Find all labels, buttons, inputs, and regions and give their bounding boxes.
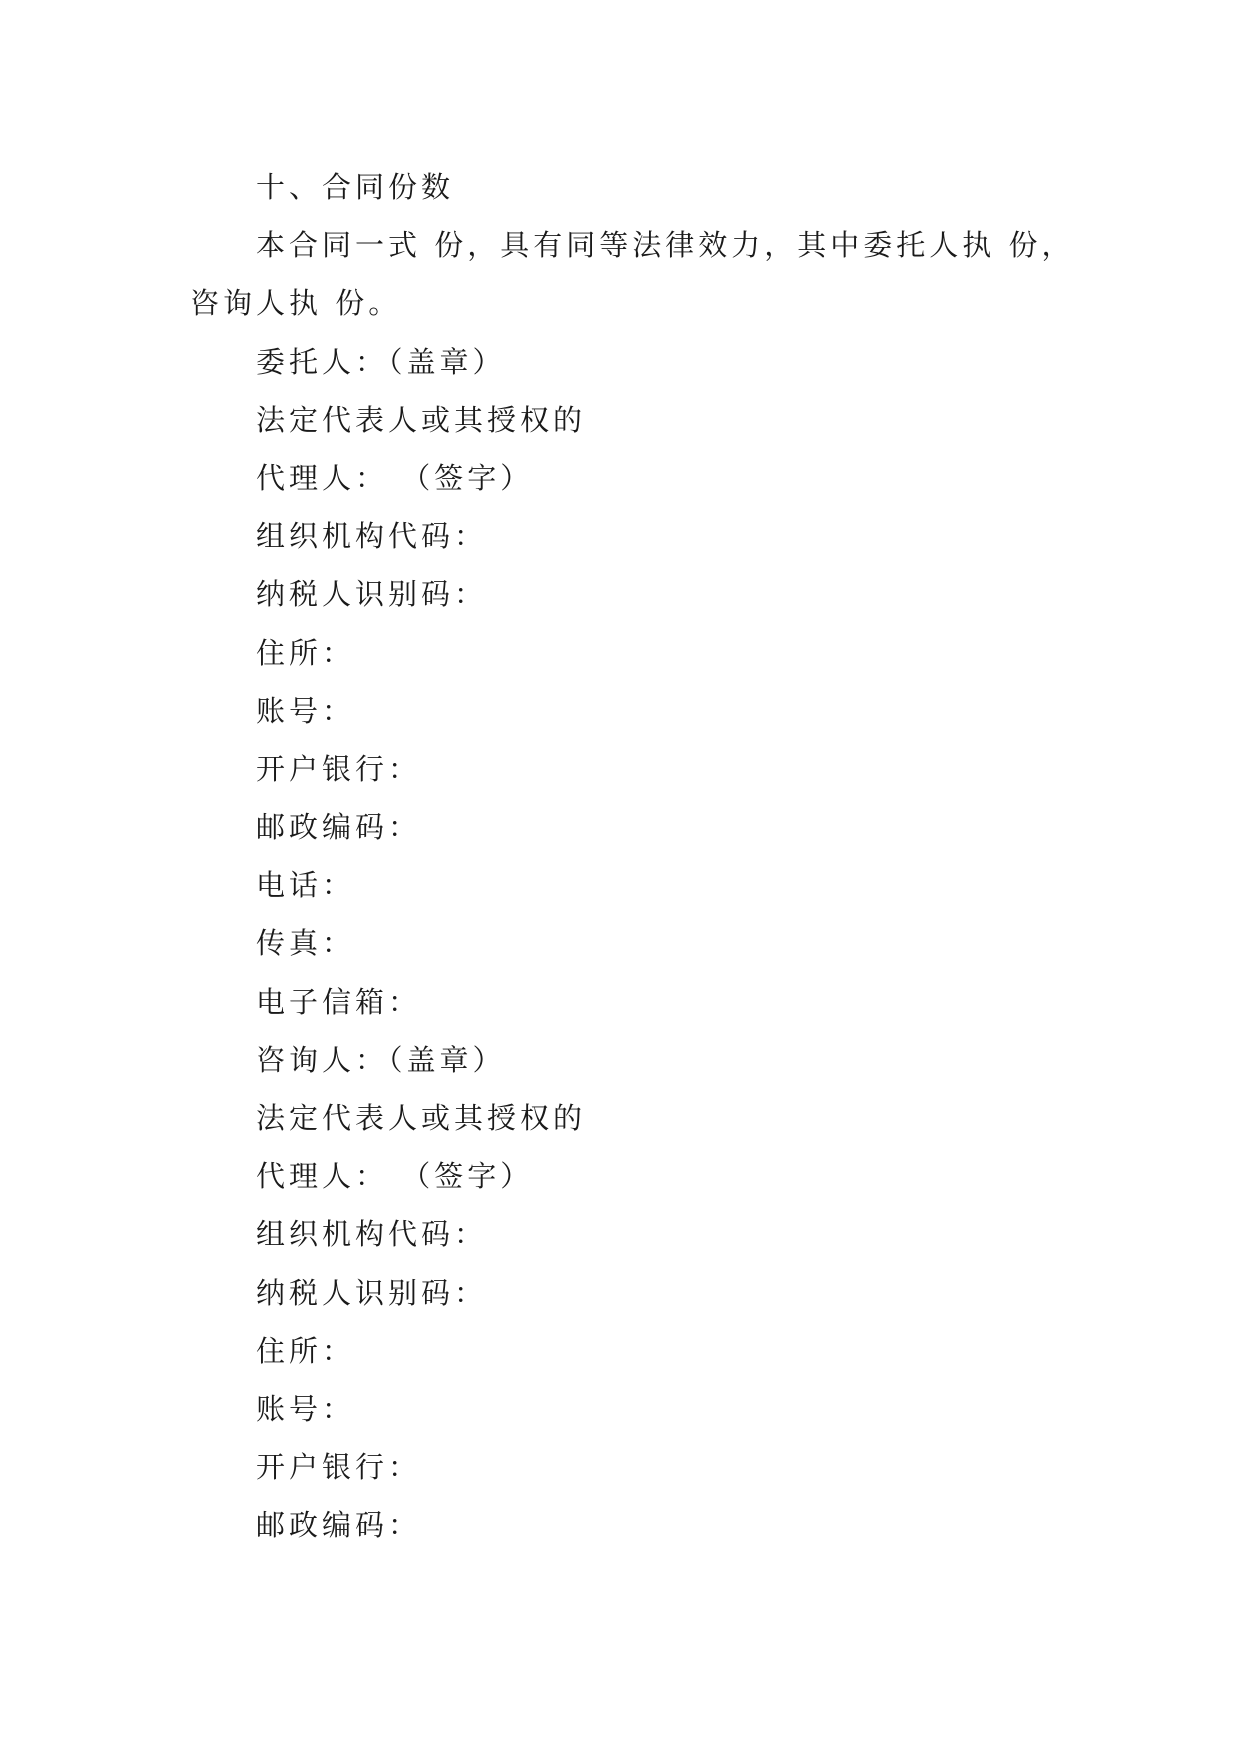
consultant-bank-label: 开户银行：	[256, 1450, 422, 1485]
consultant-representative-label: 法定代表人或其授权的	[256, 1101, 587, 1135]
section-heading: 十、合同份数	[256, 170, 455, 204]
principal-fax-label: 传真：	[256, 926, 356, 961]
principal-taxpayer-id-label: 纳税人识别码：	[256, 577, 488, 612]
consultant-org-code-label: 组织机构代码：	[256, 1217, 488, 1252]
principal-signature-block	[190, 333, 1054, 1031]
principal-title: 委托人：（盖章）	[256, 344, 506, 379]
copies-paragraph-line-1: 本合同一式 份，具有同等法律效力，其中委托人执 份，	[256, 228, 1075, 263]
consultant-title: 咨询人：（盖章）	[256, 1042, 506, 1077]
principal-org-code-label: 组织机构代码：	[256, 519, 488, 554]
principal-representative-label: 法定代表人或其授权的	[256, 402, 587, 437]
principal-email-label: 电子信箱：	[256, 984, 422, 1019]
principal-address-label: 住所：	[256, 635, 356, 670]
principal-phone-label: 电话：	[256, 868, 356, 903]
copies-paragraph-line-2: 咨询人执 份。	[190, 286, 402, 321]
consultant-signature-block	[190, 1031, 1054, 1555]
consultant-taxpayer-id-label: 纳税人识别码：	[256, 1275, 488, 1310]
consultant-address-label: 住所：	[256, 1333, 356, 1368]
consultant-account-label: 账号：	[256, 1391, 356, 1426]
consultant-postcode-label: 邮政编码：	[256, 1508, 422, 1543]
consultant-agent-signature-label: 代理人： （签字）	[256, 1159, 534, 1194]
principal-postcode-label: 邮政编码：	[256, 810, 422, 845]
principal-agent-signature-label: 代理人： （签字）	[256, 460, 534, 495]
copies-paragraph	[190, 216, 1075, 332]
principal-bank-label: 开户银行：	[256, 751, 422, 786]
principal-account-label: 账号：	[256, 693, 356, 728]
document-body	[190, 158, 1075, 1555]
